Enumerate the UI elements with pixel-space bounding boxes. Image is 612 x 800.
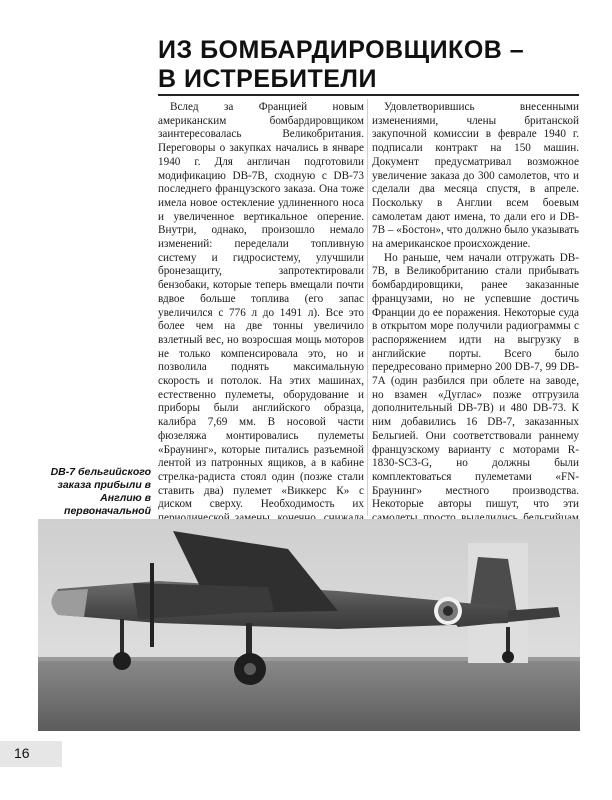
aircraft-photo — [38, 519, 580, 731]
page-title — [158, 36, 578, 94]
paragraph: Удовлетворившись внесенными изменениями, члены британской закупочной комиссии в феврале 1940 г. подписали контракт на 150 машин. Документ предусматривал возможное увеличение заказа до 300 самолетов, что и сделали два месяца спустя, в апреле. Поскольку в Англии всем боевым самолетам дают имена, то дали его и DB-7B – «Бостон», что должно было указывать на американское происхождение. — [372, 101, 579, 251]
page-number: 16 — [14, 745, 30, 761]
page-number-box — [0, 741, 62, 767]
paragraph: Вслед за Францией новым американским бомбардировщиком заинтересовалась Великобритания. Переговоры о закупках начались в январе 1940 г. Для англичан подготовили модификацию DB-7B, сходную с DB-73 последнего французского заказа. Она тоже имела новое остекление удлиненного носа и увеличенное вертикальное оперение. Внутри, однако, произошло немало изменений: переделали топливную систему и гидросистему, улучшили бронезащиту, запротектировали бензобаки, которые теперь вмещали почти вдвое больше топлива (его запас увеличился с 776 л до 1491 л). Все это более чем на две тонны увеличило взлетный вес, но возросшая мощь моторов не только компенсировала это, но и позволила поднять максимальную скорость и потолок. На этих машинах, естественно пулеметы, оборудование и приборы были английского образца, калибра 7,69 мм. В носовой части фюзеляжа монтировались пулеметы «Браунинг», которые питались разъемной лентой из патронных ящиков, а в кабине стрелка-радиста стоял один (позже стали ставить два) пулемет «Виккерс К» с диском сверху. Необходимость их — [158, 101, 364, 511]
column-divider — [367, 99, 368, 516]
db7-aircraft-image — [38, 519, 580, 731]
text-column-1 — [158, 101, 364, 516]
title-line-2: В ИСТРЕБИТЕЛИ — [158, 65, 377, 93]
title-rule — [158, 94, 579, 96]
photo-caption: DB-7 бельгийского заказа прибыли в Англию в первоначальной — [50, 466, 151, 517]
text-column-2 — [372, 101, 579, 516]
title-line-1: ИЗ БОМБАРДИРОВЩИКОВ – — [158, 36, 525, 64]
paragraph: Но раньше, чем начали отгружать DB-7B, в Великобританию стали прибывать бомбардировщики, ранее заказанные французами, но не успевшие достичь Франции до ее поражения. Некоторые суда в открытом море получили радиограммы с распоряжением идти на выгрузку в английские порты. Всего было передресовано примерно 200 DB-7, 99 DB-7А (один разбился при облете на заводе, но взамен «Дуглас» позже отгрузила дополнительный DB-7B) и 480 DB-73. К ним добавились 16 DB-7, заказанных Бельгией. Они соответствовали раннему французскому варианту с моторами R-1830-SC3-G, но должны были комплектоваться пулеметами «FN-Браунинг» местного производства. Некоторые авторы пишут, что эти — [372, 251, 579, 511]
